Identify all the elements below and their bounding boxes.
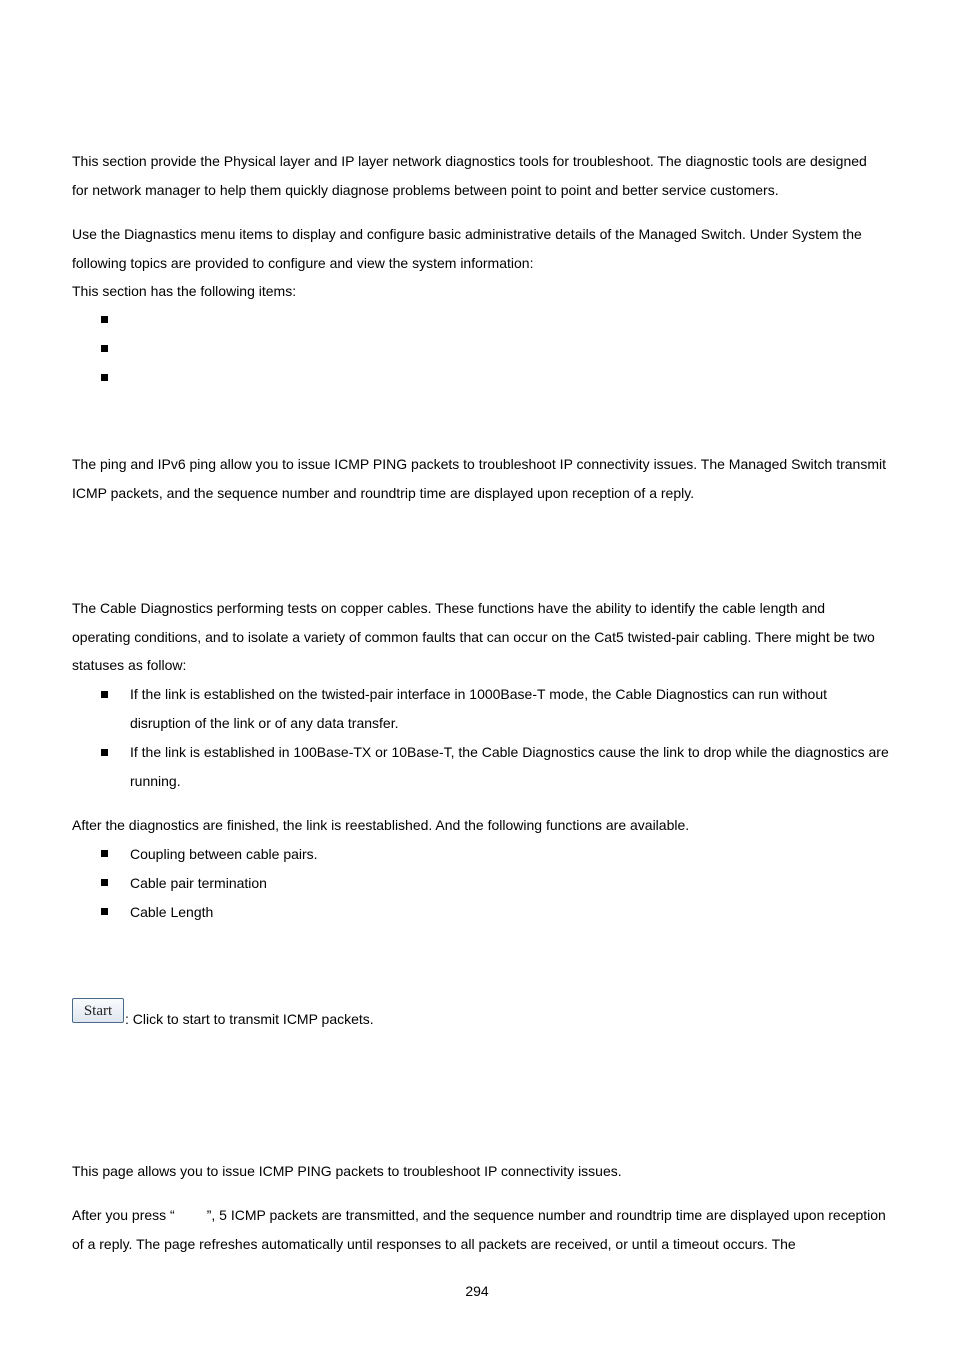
start-button-description: : Click to start to transmit ICMP packets.	[125, 1011, 374, 1027]
bullet-marker	[101, 374, 108, 381]
cable-diagnostics-description: The Cable Diagnostics performing tests on copper cables. These functions have the ability to identify the cable length and operating conditions, and to isolate a variety of common faults that can occur on the Cat5 twisted-pair cabling. There might be two statuses as follow:	[72, 600, 875, 674]
items-heading: This section has the following items:	[72, 283, 297, 299]
start-button[interactable]: Start	[72, 998, 124, 1023]
bullet-marker	[101, 691, 108, 698]
function-item: Coupling between cable pairs.	[130, 846, 318, 862]
function-item: Cable pair termination	[130, 875, 267, 891]
ping-page-details-start: After you press “	[72, 1207, 175, 1223]
status-bullet-text: If the link is established on the twisted-pair interface in 1000Base-T mode, the Cable Diagnostics can run without disruption of the link or of any data transfer.	[130, 686, 828, 731]
functions-intro: After the diagnostics are finished, the link is reestablished. And the following functions are available.	[72, 817, 690, 833]
bullet-marker	[101, 879, 108, 886]
bullet-marker	[101, 850, 108, 857]
intro-paragraph: This section provide the Physical layer and IP layer network diagnostics tools for troubleshoot. The diagnostic tools are designed for network manager to help them quickly diagnose problems between point to point and better service customers.	[72, 153, 867, 198]
ping-page-details	[72, 1201, 887, 1258]
intro-paragraph-menu: Use the Diagnastics menu items to display and configure basic administrative details of the Managed Switch. Under System the following topics are provided to configure and view the system information:	[72, 226, 862, 271]
function-item: Cable Length	[130, 904, 214, 920]
ping-page-description: This page allows you to issue ICMP PING packets to troubleshoot IP connectivity issues.	[72, 1163, 622, 1179]
ping-page-details-rest: ”, 5 ICMP packets are transmitted, and the sequence number and roundtrip time are displayed upon reception of a reply. The page refreshes automatically until responses to all packets are received, or until a timeout occurs. The	[72, 1207, 886, 1252]
ping-description: The ping and IPv6 ping allow you to issue ICMP PING packets to troubleshoot IP connectivity issues. The Managed Switch transmit ICMP packets, and the sequence number and roundtrip time are displayed upon reception of a reply.	[72, 456, 886, 501]
bullet-marker	[101, 345, 108, 352]
page-number: 294	[465, 1283, 489, 1299]
status-bullet-text: If the link is established in 100Base-TX or 10Base-T, the Cable Diagnostics cause the link to drop while the diagnostics are running.	[130, 744, 889, 789]
bullet-marker	[101, 316, 108, 323]
bullet-marker	[101, 908, 108, 915]
bullet-marker	[101, 749, 108, 756]
